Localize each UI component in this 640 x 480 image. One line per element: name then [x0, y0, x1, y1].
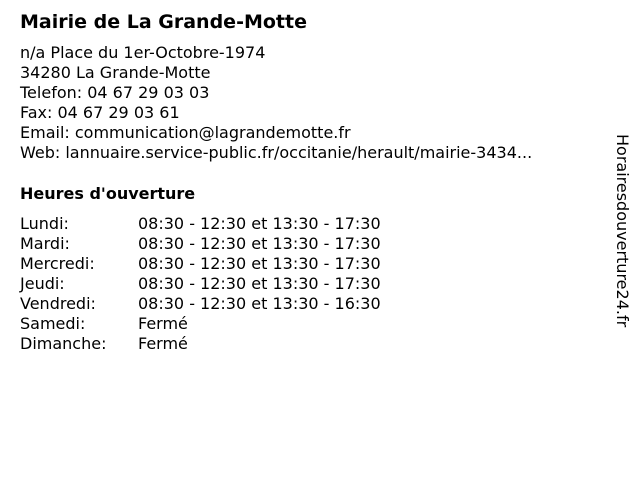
address-line-1: n/a Place du 1er-Octobre-1974 — [20, 43, 266, 62]
day-label: Jeudi: — [20, 274, 65, 293]
day-hours: 08:30 - 12:30 et 13:30 - 16:30 — [138, 294, 381, 313]
day-hours: 08:30 - 12:30 et 13:30 - 17:30 — [138, 214, 381, 233]
hours-row-saturday — [20, 314, 381, 334]
day-hours: Fermé — [138, 334, 188, 353]
address-line-2: 34280 La Grande-Motte — [20, 63, 211, 82]
day-label: Vendredi: — [20, 294, 96, 313]
hours-heading: Heures d'ouverture — [20, 184, 196, 203]
day-hours: Fermé — [138, 314, 188, 333]
site-watermark: Horairesdouverture24.fr — [613, 134, 632, 328]
day-label: Mardi: — [20, 234, 70, 253]
hours-row-monday — [20, 214, 381, 234]
day-label: Mercredi: — [20, 254, 95, 273]
day-label: Dimanche: — [20, 334, 107, 353]
hours-row-tuesday — [20, 234, 381, 254]
day-label: Samedi: — [20, 314, 86, 333]
hours-row-sunday — [20, 334, 381, 354]
email-address: Email: communication@lagrandemotte.fr — [20, 123, 351, 142]
day-label: Lundi: — [20, 214, 69, 233]
website-link: Web: lannuaire.service-public.fr/occitanie/herault/mairie-3434... — [20, 143, 533, 162]
contact-info — [20, 43, 532, 163]
hours-row-wednesday — [20, 254, 381, 274]
phone-number: Telefon: 04 67 29 03 03 — [20, 83, 210, 102]
page-title: Mairie de La Grande-Motte — [20, 11, 307, 33]
hours-table — [20, 214, 381, 354]
hours-row-thursday — [20, 274, 381, 294]
day-hours: 08:30 - 12:30 et 13:30 - 17:30 — [138, 234, 381, 253]
day-hours: 08:30 - 12:30 et 13:30 - 17:30 — [138, 254, 381, 273]
hours-row-friday — [20, 294, 381, 314]
fax-number: Fax: 04 67 29 03 61 — [20, 103, 180, 122]
day-hours: 08:30 - 12:30 et 13:30 - 17:30 — [138, 274, 381, 293]
